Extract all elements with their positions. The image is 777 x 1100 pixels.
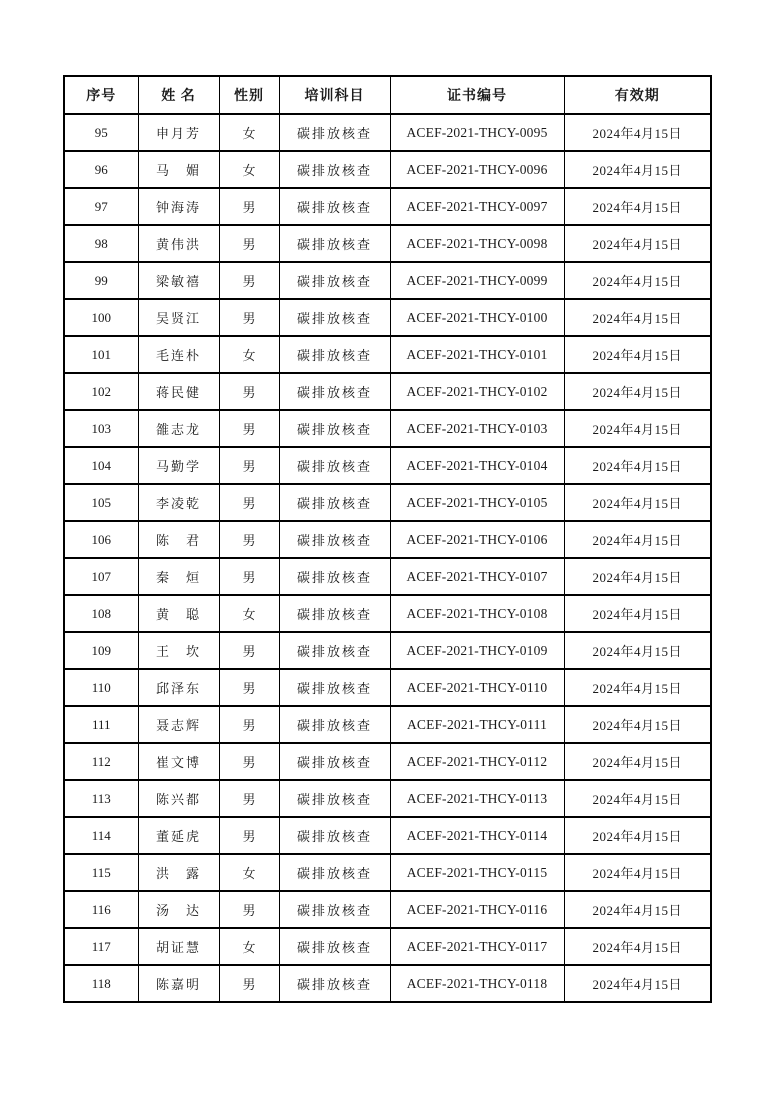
cell-valid: 2024年4月15日 [564, 188, 711, 225]
table-row [64, 484, 711, 521]
header-cell-subject: 培训科目 [279, 76, 390, 114]
cell-cert: ACEF-2021-THCY-0104 [390, 447, 564, 484]
cell-cert: ACEF-2021-THCY-0105 [390, 484, 564, 521]
header-cell-gender: 性别 [219, 76, 279, 114]
table-row [64, 262, 711, 299]
cell-name: 王 坎 [138, 632, 219, 669]
cell-name: 马勤学 [138, 447, 219, 484]
cell-cert: ACEF-2021-THCY-0095 [390, 114, 564, 151]
header-cell-cert: 证书编号 [390, 76, 564, 114]
cell-gender: 男 [219, 706, 279, 743]
cell-subject: 碳排放核查 [279, 817, 390, 854]
table-row [64, 188, 711, 225]
cell-valid: 2024年4月15日 [564, 114, 711, 151]
cell-name: 陈兴都 [138, 780, 219, 817]
cell-subject: 碳排放核查 [279, 632, 390, 669]
cell-valid: 2024年4月15日 [564, 595, 711, 632]
cell-no: 105 [64, 484, 138, 521]
cell-name: 蒋民健 [138, 373, 219, 410]
cell-gender: 男 [219, 965, 279, 1002]
cell-gender: 男 [219, 410, 279, 447]
cell-cert: ACEF-2021-THCY-0101 [390, 336, 564, 373]
cell-subject: 碳排放核查 [279, 447, 390, 484]
table-row [64, 595, 711, 632]
cell-valid: 2024年4月15日 [564, 854, 711, 891]
header-cell-name: 姓 名 [138, 76, 219, 114]
cell-gender: 女 [219, 151, 279, 188]
cell-subject: 碳排放核查 [279, 743, 390, 780]
table-row [64, 410, 711, 447]
cell-cert: ACEF-2021-THCY-0108 [390, 595, 564, 632]
cell-no: 115 [64, 854, 138, 891]
cell-gender: 男 [219, 743, 279, 780]
cell-subject: 碳排放核查 [279, 706, 390, 743]
table-row [64, 854, 711, 891]
cell-gender: 女 [219, 114, 279, 151]
cell-cert: ACEF-2021-THCY-0113 [390, 780, 564, 817]
cell-valid: 2024年4月15日 [564, 817, 711, 854]
cell-no: 95 [64, 114, 138, 151]
table-row [64, 151, 711, 188]
cell-valid: 2024年4月15日 [564, 965, 711, 1002]
cell-cert: ACEF-2021-THCY-0100 [390, 299, 564, 336]
cell-valid: 2024年4月15日 [564, 669, 711, 706]
cell-name: 洪 露 [138, 854, 219, 891]
cell-gender: 男 [219, 225, 279, 262]
cell-name: 马 媚 [138, 151, 219, 188]
cell-no: 102 [64, 373, 138, 410]
cell-name: 陈嘉明 [138, 965, 219, 1002]
table-row [64, 114, 711, 151]
cell-subject: 碳排放核查 [279, 891, 390, 928]
cell-gender: 男 [219, 299, 279, 336]
cell-cert: ACEF-2021-THCY-0112 [390, 743, 564, 780]
cell-name: 黄伟洪 [138, 225, 219, 262]
table-row [64, 336, 711, 373]
cell-cert: ACEF-2021-THCY-0117 [390, 928, 564, 965]
cell-subject: 碳排放核查 [279, 928, 390, 965]
cell-name: 毛连朴 [138, 336, 219, 373]
cell-gender: 女 [219, 595, 279, 632]
cell-subject: 碳排放核查 [279, 299, 390, 336]
cell-subject: 碳排放核查 [279, 780, 390, 817]
cell-valid: 2024年4月15日 [564, 262, 711, 299]
cell-no: 114 [64, 817, 138, 854]
cell-name: 吴贤江 [138, 299, 219, 336]
cell-subject: 碳排放核查 [279, 484, 390, 521]
cell-subject: 碳排放核查 [279, 854, 390, 891]
cell-subject: 碳排放核查 [279, 521, 390, 558]
cell-gender: 男 [219, 188, 279, 225]
cell-no: 110 [64, 669, 138, 706]
cell-valid: 2024年4月15日 [564, 928, 711, 965]
cell-valid: 2024年4月15日 [564, 558, 711, 595]
cell-no: 117 [64, 928, 138, 965]
cell-gender: 男 [219, 558, 279, 595]
table-row [64, 299, 711, 336]
cell-no: 96 [64, 151, 138, 188]
cell-no: 103 [64, 410, 138, 447]
cell-name: 黄 聪 [138, 595, 219, 632]
cell-gender: 男 [219, 780, 279, 817]
cell-no: 118 [64, 965, 138, 1002]
cell-subject: 碳排放核查 [279, 114, 390, 151]
cell-no: 101 [64, 336, 138, 373]
cell-name: 申月芳 [138, 114, 219, 151]
cell-no: 97 [64, 188, 138, 225]
cell-cert: ACEF-2021-THCY-0096 [390, 151, 564, 188]
cell-subject: 碳排放核查 [279, 336, 390, 373]
cell-cert: ACEF-2021-THCY-0097 [390, 188, 564, 225]
cell-no: 100 [64, 299, 138, 336]
cell-subject: 碳排放核查 [279, 262, 390, 299]
table-row [64, 965, 711, 1002]
cell-cert: ACEF-2021-THCY-0115 [390, 854, 564, 891]
table-row [64, 225, 711, 262]
table-row [64, 521, 711, 558]
cell-name: 梁敏禧 [138, 262, 219, 299]
certificate-table [63, 75, 712, 1003]
cell-no: 112 [64, 743, 138, 780]
cell-valid: 2024年4月15日 [564, 521, 711, 558]
table-row [64, 928, 711, 965]
cell-subject: 碳排放核查 [279, 373, 390, 410]
cell-no: 108 [64, 595, 138, 632]
table-row [64, 706, 711, 743]
cell-valid: 2024年4月15日 [564, 706, 711, 743]
cell-subject: 碳排放核查 [279, 151, 390, 188]
cell-cert: ACEF-2021-THCY-0098 [390, 225, 564, 262]
cell-valid: 2024年4月15日 [564, 780, 711, 817]
cell-no: 106 [64, 521, 138, 558]
cell-subject: 碳排放核查 [279, 595, 390, 632]
cell-no: 111 [64, 706, 138, 743]
table-row [64, 891, 711, 928]
cell-cert: ACEF-2021-THCY-0118 [390, 965, 564, 1002]
cell-gender: 男 [219, 447, 279, 484]
cell-valid: 2024年4月15日 [564, 410, 711, 447]
cell-valid: 2024年4月15日 [564, 299, 711, 336]
cell-gender: 女 [219, 336, 279, 373]
cell-valid: 2024年4月15日 [564, 151, 711, 188]
cell-no: 116 [64, 891, 138, 928]
cell-gender: 男 [219, 262, 279, 299]
cell-cert: ACEF-2021-THCY-0099 [390, 262, 564, 299]
header-cell-no: 序号 [64, 76, 138, 114]
cell-cert: ACEF-2021-THCY-0107 [390, 558, 564, 595]
cell-gender: 女 [219, 928, 279, 965]
cell-gender: 男 [219, 521, 279, 558]
cell-valid: 2024年4月15日 [564, 891, 711, 928]
cell-subject: 碳排放核查 [279, 558, 390, 595]
cell-subject: 碳排放核查 [279, 669, 390, 706]
cell-name: 秦 烜 [138, 558, 219, 595]
cell-no: 109 [64, 632, 138, 669]
cell-subject: 碳排放核查 [279, 188, 390, 225]
cell-name: 李凌乾 [138, 484, 219, 521]
cell-valid: 2024年4月15日 [564, 447, 711, 484]
cell-gender: 男 [219, 373, 279, 410]
cell-name: 聂志辉 [138, 706, 219, 743]
cell-cert: ACEF-2021-THCY-0106 [390, 521, 564, 558]
cell-valid: 2024年4月15日 [564, 336, 711, 373]
table-row [64, 780, 711, 817]
table-row [64, 669, 711, 706]
table-row [64, 817, 711, 854]
table-row [64, 373, 711, 410]
table-row [64, 558, 711, 595]
cell-cert: ACEF-2021-THCY-0116 [390, 891, 564, 928]
table-row [64, 743, 711, 780]
cell-no: 99 [64, 262, 138, 299]
cell-subject: 碳排放核查 [279, 225, 390, 262]
cell-name: 崔文博 [138, 743, 219, 780]
cell-name: 钟海涛 [138, 188, 219, 225]
cell-cert: ACEF-2021-THCY-0111 [390, 706, 564, 743]
cell-no: 98 [64, 225, 138, 262]
table-row [64, 447, 711, 484]
cell-subject: 碳排放核查 [279, 965, 390, 1002]
table-row [64, 632, 711, 669]
cell-gender: 男 [219, 891, 279, 928]
cell-valid: 2024年4月15日 [564, 743, 711, 780]
cell-cert: ACEF-2021-THCY-0103 [390, 410, 564, 447]
cell-gender: 女 [219, 854, 279, 891]
cell-valid: 2024年4月15日 [564, 225, 711, 262]
cell-gender: 男 [219, 484, 279, 521]
cell-name: 雒志龙 [138, 410, 219, 447]
cell-name: 董延虎 [138, 817, 219, 854]
cell-cert: ACEF-2021-THCY-0110 [390, 669, 564, 706]
cell-name: 陈 君 [138, 521, 219, 558]
cell-no: 104 [64, 447, 138, 484]
cell-cert: ACEF-2021-THCY-0114 [390, 817, 564, 854]
cell-no: 107 [64, 558, 138, 595]
cell-name: 汤 达 [138, 891, 219, 928]
cell-cert: ACEF-2021-THCY-0102 [390, 373, 564, 410]
header-cell-valid: 有效期 [564, 76, 711, 114]
cell-gender: 男 [219, 632, 279, 669]
cell-no: 113 [64, 780, 138, 817]
cell-gender: 男 [219, 817, 279, 854]
cell-valid: 2024年4月15日 [564, 484, 711, 521]
table-header-row [64, 76, 711, 114]
table-body [64, 114, 711, 1002]
cell-subject: 碳排放核查 [279, 410, 390, 447]
cell-valid: 2024年4月15日 [564, 632, 711, 669]
cell-cert: ACEF-2021-THCY-0109 [390, 632, 564, 669]
cell-name: 邱泽东 [138, 669, 219, 706]
cell-gender: 男 [219, 669, 279, 706]
cell-valid: 2024年4月15日 [564, 373, 711, 410]
cell-name: 胡证慧 [138, 928, 219, 965]
